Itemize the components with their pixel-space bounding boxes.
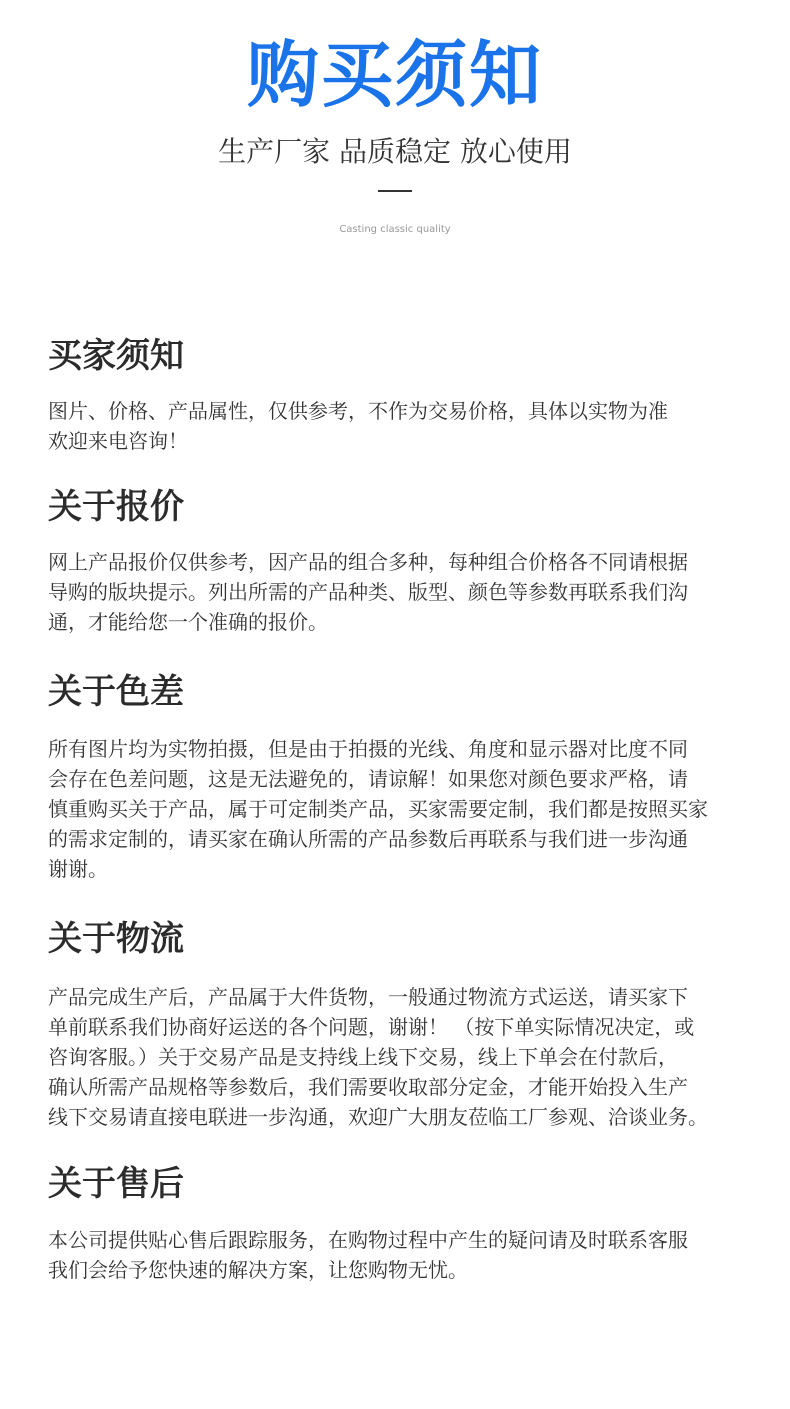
body-line: 导购的版块提示。列出所需的产品种类、版型、颜色等参数再联系我们沟 (48, 580, 688, 604)
section-heading: 关于物流 (48, 919, 184, 959)
section-color-difference (48, 671, 758, 881)
body-line: 通，才能给您一个准确的报价。 (48, 610, 328, 634)
body-line: 本公司提供贴心售后跟踪服务，在购物过程中产生的疑问请及时联系客服 (48, 1228, 688, 1252)
page-tagline: Casting classic quality (339, 224, 451, 235)
body-line: 会存在色差问题，这是无法避免的，请谅解！如果您对颜色要求严格，请 (48, 767, 688, 791)
body-line: 咨询客服。）关于交易产品是支持线上线下交易，线上下单会在付款后， (48, 1045, 678, 1069)
body-line: 网上产品报价仅供参考，因产品的组合多种，每种组合价格各不同请根据 (48, 550, 688, 574)
section-body (48, 734, 758, 884)
body-line: 欢迎来电咨询！ (48, 429, 188, 453)
section-heading: 关于售后 (48, 1164, 184, 1204)
page-header (0, 0, 790, 260)
section-heading: 买家须知 (48, 336, 184, 376)
section-body (48, 1225, 758, 1285)
body-line: 的需求定制的，请买家在确认所需的产品参数后再联系与我们进一步沟通 (48, 827, 688, 851)
page-subtitle: 生产厂家 品质稳定 放心使用 (218, 135, 572, 168)
body-line: 确认所需产品规格等参数后，我们需要收取部分定金，才能开始投入生产 (48, 1075, 688, 1099)
section-heading: 关于报价 (48, 487, 184, 527)
section-heading: 关于色差 (48, 672, 184, 712)
section-body (48, 982, 758, 1132)
body-line: 产品完成生产后，产品属于大件货物，一般通过物流方式运送，请买家下 (48, 985, 688, 1009)
page-title: 购买须知 (246, 33, 543, 117)
section-quotation (48, 486, 758, 634)
body-line: 线下交易请直接电联进一步沟通，欢迎广大朋友莅临工厂参观、洽谈业务。 (48, 1105, 708, 1129)
body-line: 所有图片均为实物拍摄，但是由于拍摄的光线、角度和显示器对比度不同 (48, 737, 688, 761)
body-line: 谢谢。 (48, 857, 108, 881)
body-line: 图片、价格、产品属性，仅供参考，不作为交易价格，具体以实物为准 (48, 399, 668, 423)
body-line: 慎重购买关于产品，属于可定制类产品，买家需要定制，我们都是按照买家 (48, 797, 708, 821)
title-divider (378, 190, 412, 192)
body-line: 我们会给予您快速的解决方案，让您购物无忧。 (48, 1258, 468, 1282)
section-after-sales (48, 1163, 758, 1282)
section-body (48, 547, 758, 637)
body-line: 单前联系我们协商好运送的各个问题，谢谢！ （按下单实际情况决定，或 (48, 1015, 695, 1039)
section-buyer-notice (48, 335, 758, 453)
section-logistics (48, 918, 758, 1129)
section-body (48, 396, 758, 456)
